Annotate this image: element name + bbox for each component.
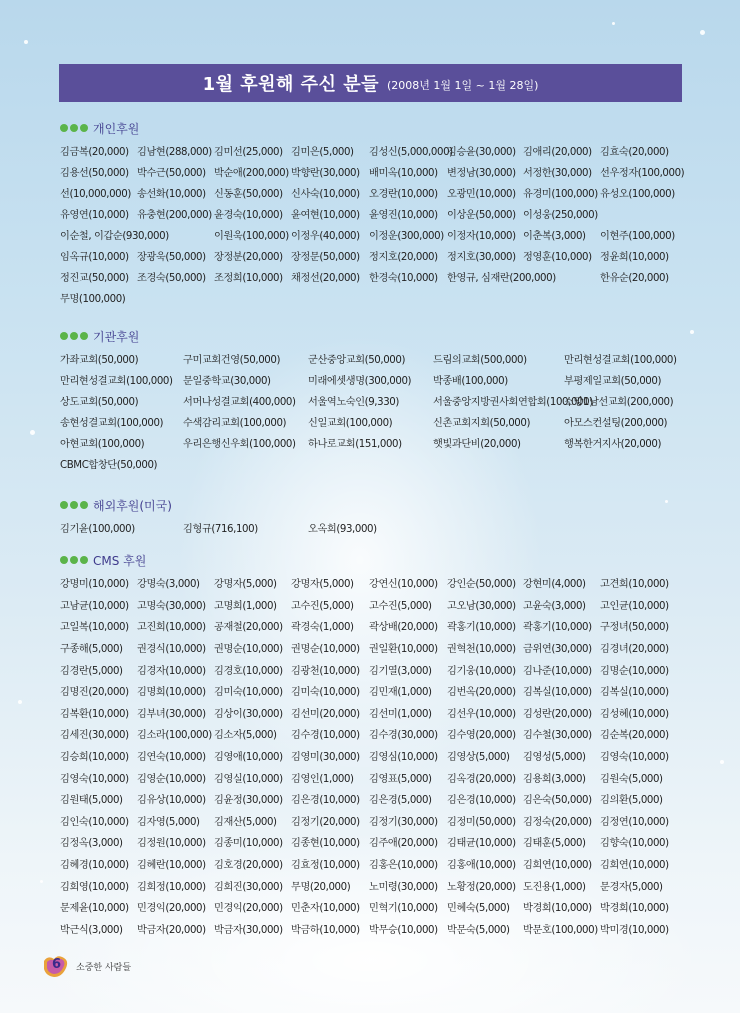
donor-entry: 정지호(20,000) [369, 252, 438, 263]
donor-entry: 강연신(10,000) [369, 579, 438, 591]
donor-entry: 김기열(3,000) [369, 665, 432, 677]
donor-row [60, 390, 690, 411]
donor-entry: 민혁기(10,000) [369, 903, 438, 915]
donor-entry: 만리현성결교회(100,000) [60, 376, 173, 387]
donor-entry: 김영실(10,000) [214, 773, 283, 785]
donor-entry: 김유상(10,000) [137, 795, 206, 807]
donor-entry: 고인균(10,000) [600, 600, 669, 612]
donor-entry: 강인순(50,000) [447, 579, 516, 591]
donor-entry: 강명자(5,000) [214, 579, 277, 591]
donor-row [60, 723, 690, 745]
donor-entry: 강명미(10,000) [60, 579, 129, 591]
donor-entry: 김복환(10,000) [60, 708, 129, 720]
donor-entry: 김태훈(5,000) [523, 838, 586, 850]
donor-entry: 구종해(5,000) [60, 644, 123, 656]
donor-row [60, 918, 690, 940]
section-header [60, 497, 690, 513]
donor-entry: 김상이(30,000) [214, 708, 283, 720]
donor-entry: 김향숙(10,000) [600, 838, 669, 850]
donor-entry: 김세진(30,000) [60, 730, 129, 742]
donor-entry: 김남현(288,000) [137, 147, 212, 158]
donor-entry: 구미교회건영(50,000) [183, 355, 281, 366]
donor-entry: 서머나성결교회(400,000) [183, 397, 296, 408]
donor-entry: 김광천(10,000) [291, 665, 360, 677]
section-organization [60, 328, 690, 474]
donor-row [60, 140, 690, 161]
donor-entry: 고남균(10,000) [60, 600, 129, 612]
donor-entry: 김민재(1,000) [369, 687, 432, 699]
donor-row [60, 161, 690, 182]
donor-entry: 권명순(10,000) [291, 644, 360, 656]
donor-entry: 박향란(30,000) [291, 168, 360, 179]
donor-entry: 박무승(10,000) [369, 924, 438, 936]
donor-row [60, 745, 690, 767]
section-title: 기관후원 [93, 329, 140, 344]
donor-entry: 김정숙(20,000) [523, 816, 592, 828]
donor-entry: 김용희(3,000) [523, 773, 586, 785]
donor-row [60, 874, 690, 896]
donor-entry: 신일교회(100,000) [308, 418, 393, 429]
donor-row [60, 287, 690, 308]
donor-entry: 채정선(20,000) [291, 273, 360, 284]
donor-entry: 김복실(10,000) [600, 687, 669, 699]
donor-entry: 김윤정(30,000) [214, 795, 283, 807]
footer-caption: 소중한 사람들 [76, 962, 132, 973]
donor-entry: 한영규, 심재란(200,000) [447, 273, 556, 284]
donor-entry: 김명진(20,000) [60, 687, 129, 699]
page-title: 1월 후원해 주신 분들 [202, 74, 380, 95]
donor-entry: 김인숙(10,000) [60, 816, 129, 828]
donor-entry: 김선미(1,000) [369, 708, 432, 720]
donor-entry: 강명자(5,000) [291, 579, 354, 591]
donor-entry: 군산중앙교회(50,000) [308, 355, 406, 366]
donor-entry: 김희영(10,000) [60, 881, 129, 893]
donor-entry: 유성오(100,000) [600, 189, 675, 200]
donor-entry: 고명희(1,000) [214, 600, 277, 612]
donor-entry: 유경미(100,000) [523, 189, 598, 200]
donor-row [60, 637, 690, 659]
donor-entry: 아모스컨설팅(200,000) [564, 418, 668, 429]
donor-entry: 박금하(10,000) [291, 924, 360, 936]
donor-entry: 김혜란(10,000) [137, 860, 206, 872]
donor-entry: 이정우(40,000) [291, 231, 360, 242]
donor-entry: 부평제일교회(50,000) [564, 376, 662, 387]
donor-row [60, 831, 690, 853]
donor-entry: 김희연(10,000) [523, 860, 592, 872]
donor-entry: 박금자(20,000) [137, 924, 206, 936]
donor-row [60, 572, 690, 594]
donor-entry: 민경익(20,000) [137, 903, 206, 915]
donor-row [60, 182, 690, 203]
donor-entry: 가좌교회(50,000) [60, 355, 139, 366]
donor-entry: 강명숙(3,000) [137, 579, 200, 591]
donor-entry: 김소라(100,000) [137, 730, 212, 742]
donor-entry: 김자영(5,000) [137, 816, 200, 828]
donor-entry: 이상운(50,000) [447, 210, 516, 221]
donor-entry: 김선미(20,000) [291, 708, 360, 720]
donor-entry: 김기윤(100,000) [60, 524, 135, 535]
donor-entry: 김호경(20,000) [214, 860, 283, 872]
donor-entry: 서울중앙지방권사회연합회(100,000) [433, 397, 593, 408]
donor-row [60, 348, 690, 369]
donor-entry: 김복실(10,000) [523, 687, 592, 699]
donor-row [60, 896, 690, 918]
donor-entry: 정진교(50,000) [60, 273, 129, 284]
section-cms [60, 552, 690, 939]
donor-entry: 이순철, 이갑순(930,000) [60, 231, 169, 242]
donor-entry: 신동훈(50,000) [214, 189, 283, 200]
donor-entry: 박종배(100,000) [433, 376, 508, 387]
donor-row [60, 788, 690, 810]
page-number: 6 [52, 957, 62, 972]
donor-entry: 김정기(20,000) [291, 816, 360, 828]
donor-entry: 김수철(30,000) [523, 730, 592, 742]
donor-row [60, 245, 690, 266]
donor-row [60, 224, 690, 245]
donor-entry: 권명순(10,000) [214, 644, 283, 656]
donor-entry: 유충현(200,000) [137, 210, 212, 221]
donor-entry: 고윤숙(3,000) [523, 600, 586, 612]
donor-entry: 김영순(10,000) [137, 773, 206, 785]
donor-entry: 박문숙(5,000) [447, 924, 510, 936]
donor-entry: 강현미(4,000) [523, 579, 586, 591]
donor-row [60, 517, 690, 538]
bullet-dots-icon [60, 332, 88, 340]
donor-entry: 문제윤(10,000) [60, 903, 129, 915]
donor-entry: 햇빛과단비(20,000) [433, 439, 521, 450]
donor-entry: 민춘자(10,000) [291, 903, 360, 915]
donor-entry: 김미숙(10,000) [291, 687, 360, 699]
donor-entry: 권경식(10,000) [137, 644, 206, 656]
donor-entry: 김정원(10,000) [137, 838, 206, 850]
donor-entry: 고일복(10,000) [60, 622, 129, 634]
donor-entry: 김영애(10,000) [214, 752, 283, 764]
bullet-dots-icon [60, 556, 88, 564]
donor-entry: 정영훈(10,000) [523, 252, 592, 263]
donor-row [60, 810, 690, 832]
donor-entry: 변정남(30,000) [447, 168, 516, 179]
donor-entry: 김미은(5,000) [291, 147, 354, 158]
donor-entry: 김경녀(20,000) [600, 644, 669, 656]
donor-row [60, 658, 690, 680]
section-header [60, 328, 690, 344]
donor-row [60, 615, 690, 637]
section-overseas [60, 497, 690, 538]
donor-entry: 행복한거지사(20,000) [564, 439, 662, 450]
donor-entry: 곽홍기(10,000) [523, 622, 592, 634]
donor-entry: 김종현(10,000) [291, 838, 360, 850]
donor-entry: 고오남(30,000) [447, 600, 516, 612]
donor-entry: 이성웅(250,000) [523, 210, 598, 221]
donor-row [60, 766, 690, 788]
donor-entry: 김희연(10,000) [600, 860, 669, 872]
donor-entry: 김미숙(10,000) [214, 687, 283, 699]
donor-entry: 김번옥(20,000) [447, 687, 516, 699]
page-badge-icon [42, 953, 70, 979]
donor-entry: 김원태(5,000) [60, 795, 123, 807]
donor-entry: 서정한(30,000) [523, 168, 592, 179]
donor-entry: 오광민(10,000) [447, 189, 516, 200]
donor-entry: 김애리(20,000) [523, 147, 592, 158]
donor-entry: 김영상(5,000) [447, 752, 510, 764]
donor-entry: 김선우(10,000) [447, 708, 516, 720]
donor-list [60, 140, 690, 308]
donor-entry: 드림의교회(500,000) [433, 355, 527, 366]
donor-entry: 박근식(3,000) [60, 924, 123, 936]
donor-list [60, 348, 690, 474]
donor-entry: 김경란(5,000) [60, 665, 123, 677]
section-header [60, 120, 690, 136]
donor-entry: 윤영진(10,000) [369, 210, 438, 221]
title-bar [59, 64, 682, 102]
donor-entry: 미래에셋생명(300,000) [308, 376, 412, 387]
donor-entry: 만리현성결교회(100,000) [564, 355, 677, 366]
donor-entry: 김원숙(5,000) [600, 773, 663, 785]
donor-entry: 조경숙(50,000) [137, 273, 206, 284]
donor-entry: 김미선(25,000) [214, 147, 283, 158]
donor-entry: 장정분(20,000) [214, 252, 283, 263]
donor-entry: 서울역노숙인(9,330) [308, 397, 399, 408]
donor-entry: 한경숙(10,000) [369, 273, 438, 284]
donor-entry: 김순복(20,000) [600, 730, 669, 742]
donor-entry: 송현성결교회(100,000) [60, 418, 164, 429]
donor-row [60, 203, 690, 224]
donor-entry: 무명(100,000) [60, 294, 126, 305]
donor-entry: 신촌교회지회(50,000) [433, 418, 531, 429]
donor-entry: 김용선(50,000) [60, 168, 129, 179]
section-title: 해외후원(미국) [93, 498, 172, 513]
donor-entry: 김은경(10,000) [291, 795, 360, 807]
donor-entry: 장정문(50,000) [291, 252, 360, 263]
donor-entry: 노미령(30,000) [369, 881, 438, 893]
donor-entry: 김명순(10,000) [600, 665, 669, 677]
donor-entry: 김은경(5,000) [369, 795, 432, 807]
bullet-dots-icon [60, 124, 88, 132]
donor-entry: 김수경(30,000) [369, 730, 438, 742]
donor-entry: 이현주(100,000) [600, 231, 675, 242]
donor-entry: 무명(20,000) [291, 881, 351, 893]
donor-entry: 김주애(20,000) [369, 838, 438, 850]
donor-entry: 김경자(10,000) [137, 665, 206, 677]
donor-entry: 김옥경(20,000) [447, 773, 516, 785]
donor-entry: 김희정(10,000) [137, 881, 206, 893]
donor-entry: 도진용(1,000) [523, 881, 586, 893]
donor-entry: 김태균(10,000) [447, 838, 516, 850]
donor-entry: 신사숙(10,000) [291, 189, 360, 200]
donor-row [60, 266, 690, 287]
donor-entry: 김정연(10,000) [600, 816, 669, 828]
donor-entry: 아현교회(100,000) [60, 439, 145, 450]
donor-row [60, 594, 690, 616]
donor-row [60, 680, 690, 702]
donor-entry: 김재산(5,000) [214, 816, 277, 828]
donor-entry: 금위연(30,000) [523, 644, 592, 656]
donor-entry: 김명희(10,000) [137, 687, 206, 699]
donor-entry: 김은경(10,000) [447, 795, 516, 807]
donor-row [60, 432, 690, 453]
donor-entry: 고수진(5,000) [369, 600, 432, 612]
donor-entry: 김영인(1,000) [291, 773, 354, 785]
donor-entry: 고수진(5,000) [291, 600, 354, 612]
donor-entry: 김정미(50,000) [447, 816, 516, 828]
donor-entry: 문경자(5,000) [600, 881, 663, 893]
donor-entry: 박순애(200,000) [214, 168, 289, 179]
donor-entry: 장광욱(50,000) [137, 252, 206, 263]
donor-entry: 김영성(5,000) [523, 752, 586, 764]
donor-entry: 곽홍기(10,000) [447, 622, 516, 634]
donor-entry: 이원욱(100,000) [214, 231, 289, 242]
donor-entry: 김기웅(10,000) [447, 665, 516, 677]
page-subtitle: (2008년 1월 1일 ~ 1월 28일) [387, 78, 539, 92]
donor-entry: 우리은행신우회(100,000) [183, 439, 296, 450]
donor-entry: 박금자(30,000) [214, 924, 283, 936]
donor-entry: 김성란(20,000) [523, 708, 592, 720]
section-title: 개인후원 [93, 121, 140, 136]
donor-row [60, 453, 690, 474]
page-footer [42, 953, 131, 979]
donor-entry: 윤여현(10,000) [291, 210, 360, 221]
donor-entry: 김나준(10,000) [523, 665, 592, 677]
donor-entry: 송선화(10,000) [137, 189, 206, 200]
donor-row [60, 369, 690, 390]
donor-entry: CBMC합창단(50,000) [60, 460, 158, 471]
donor-entry: 김정옥(3,000) [60, 838, 123, 850]
donor-row [60, 411, 690, 432]
donor-entry: 정윤희(10,000) [600, 252, 669, 263]
donor-entry: 김영미(30,000) [291, 752, 360, 764]
donor-entry: 박수근(50,000) [137, 168, 206, 179]
donor-entry: 민경익(20,000) [214, 903, 283, 915]
donor-entry: 문일중학교(30,000) [183, 376, 271, 387]
donor-entry: 노황정(20,000) [447, 881, 516, 893]
donor-entry: 김수경(10,000) [291, 730, 360, 742]
donor-entry: 김희진(30,000) [214, 881, 283, 893]
donor-entry: 고명숙(30,000) [137, 600, 206, 612]
donor-entry: 민혜숙(5,000) [447, 903, 510, 915]
donor-entry: 소망1남선교회(200,000) [564, 397, 674, 408]
donor-entry: 공재철(20,000) [214, 622, 283, 634]
donor-entry: 김승윤(30,000) [447, 147, 516, 158]
donor-entry: 김성신(5,000,000) [369, 147, 453, 158]
donor-list [60, 572, 690, 939]
section-individual [60, 120, 690, 308]
donor-entry: 오경란(10,000) [369, 189, 438, 200]
donor-entry: 김소자(5,000) [214, 730, 277, 742]
donor-entry: 구정녀(50,000) [600, 622, 669, 634]
donor-entry: 박미경(10,000) [600, 924, 669, 936]
donor-row [60, 702, 690, 724]
donor-entry: 박경희(10,000) [600, 903, 669, 915]
bullet-dots-icon [60, 501, 88, 509]
donor-entry: 김승희(10,000) [60, 752, 129, 764]
donor-entry: 김성혜(10,000) [600, 708, 669, 720]
donor-entry: 김종미(10,000) [214, 838, 283, 850]
donor-entry: 김부녀(30,000) [137, 708, 206, 720]
donor-entry: 이정자(10,000) [447, 231, 516, 242]
donor-entry: 임옥규(10,000) [60, 252, 129, 263]
donor-entry: 박경희(10,000) [523, 903, 592, 915]
donor-entry: 곽상배(20,000) [369, 622, 438, 634]
donor-entry: 김홍은(10,000) [369, 860, 438, 872]
donor-entry: 조정희(10,000) [214, 273, 283, 284]
donor-entry: 권일환(10,000) [369, 644, 438, 656]
donor-entry: 정지호(30,000) [447, 252, 516, 263]
donor-entry: 상도교회(50,000) [60, 397, 139, 408]
donor-entry: 김경호(10,000) [214, 665, 283, 677]
donor-entry: 권혁천(10,000) [447, 644, 516, 656]
donor-entry: 김수영(20,000) [447, 730, 516, 742]
donor-entry: 하나로교회(151,000) [308, 439, 402, 450]
donor-entry: 김연숙(10,000) [137, 752, 206, 764]
donor-entry: 김영심(10,000) [369, 752, 438, 764]
donor-entry: 곽경숙(1,000) [291, 622, 354, 634]
donor-entry: 선우정자(100,000) [600, 168, 685, 179]
donor-entry: 수색감리교회(100,000) [183, 418, 287, 429]
section-title: CMS 후원 [93, 553, 147, 568]
donor-entry: 김효숙(20,000) [600, 147, 669, 158]
donor-entry: 고견희(10,000) [600, 579, 669, 591]
donor-entry: 선(10,000,000) [60, 189, 131, 200]
donor-entry: 박문호(100,000) [523, 924, 598, 936]
donor-entry: 김금복(20,000) [60, 147, 129, 158]
donor-entry: 윤경숙(10,000) [214, 210, 283, 221]
donor-entry: 한유순(20,000) [600, 273, 669, 284]
donor-row [60, 853, 690, 875]
donor-entry: 고진희(10,000) [137, 622, 206, 634]
donor-entry: 유영연(10,000) [60, 210, 129, 221]
donor-entry: 이춘복(3,000) [523, 231, 586, 242]
donor-list [60, 517, 690, 538]
donor-entry: 김영숙(10,000) [600, 752, 669, 764]
donor-entry: 김은숙(50,000) [523, 795, 592, 807]
donor-entry: 김홍애(10,000) [447, 860, 516, 872]
donor-entry: 김영숙(10,000) [60, 773, 129, 785]
donor-entry: 김정기(30,000) [369, 816, 438, 828]
donor-entry: 오옥희(93,000) [308, 524, 377, 535]
donor-entry: 배미옥(10,000) [369, 168, 438, 179]
donor-entry: 김형규(716,100) [183, 524, 258, 535]
donor-entry: 이정운(300,000) [369, 231, 444, 242]
donor-entry: 김의환(5,000) [600, 795, 663, 807]
donor-entry: 김영표(5,000) [369, 773, 432, 785]
donor-entry: 김혜경(10,000) [60, 860, 129, 872]
donor-entry: 김효정(10,000) [291, 860, 360, 872]
section-header [60, 552, 690, 568]
